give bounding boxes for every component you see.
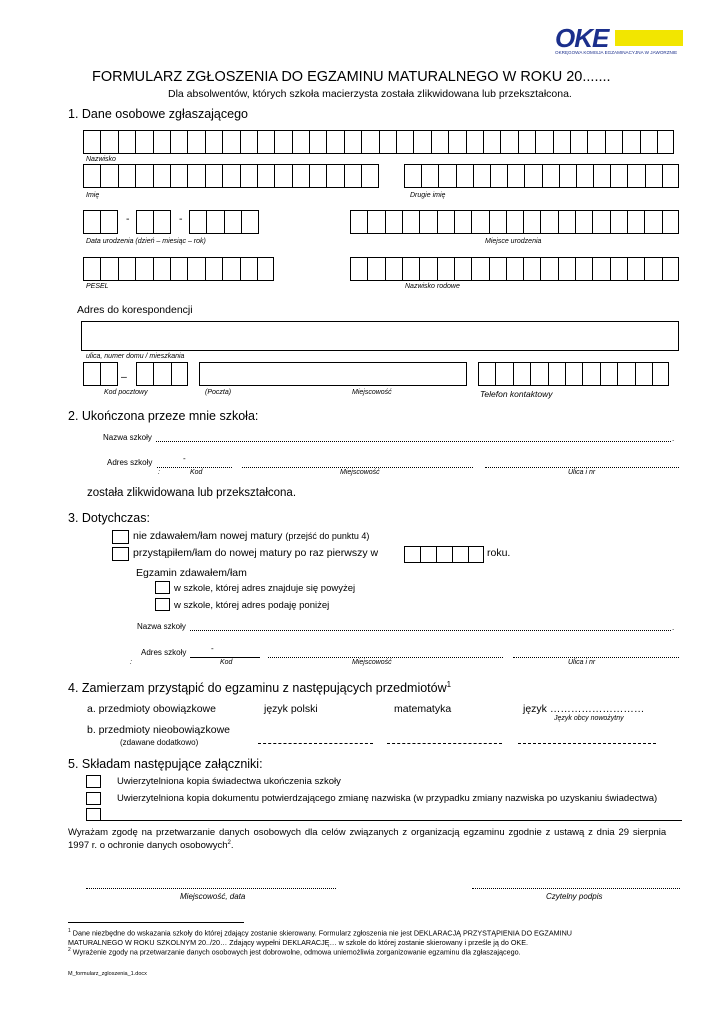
- birth-dash-1: -: [126, 213, 130, 225]
- section3-heading: 3. Dotychczas:: [68, 511, 150, 525]
- label-nazwisko: Nazwisko: [86, 156, 116, 163]
- label-miejscowosc-2: Miejscowość: [340, 469, 380, 476]
- ulica-line-2[interactable]: [485, 467, 679, 468]
- miejscowosc-field[interactable]: [199, 362, 467, 386]
- label-nie-zdawalem: [133, 530, 369, 542]
- section2-note: została zlikwidowana lub przekształcona.: [87, 487, 297, 499]
- ulica-line-3[interactable]: [513, 657, 679, 658]
- checkbox-przystapilem[interactable]: [112, 547, 129, 561]
- label-drugie-imie: Drugie imię: [410, 192, 446, 199]
- telefon-boxes[interactable]: [478, 362, 679, 386]
- checkbox-att1[interactable]: [86, 775, 101, 788]
- label-adres-szkoly-2: Adres szkoły: [107, 458, 153, 467]
- label-dodatkowe: (zdawane dodatkowo): [120, 738, 199, 747]
- logo-yellow-bar: [615, 30, 683, 46]
- adres-dash-3: -: [211, 644, 214, 653]
- label-nieobowiazkowe: b. przedmioty nieobowiązkowe: [87, 724, 230, 736]
- nazwisko-rodowe-boxes[interactable]: [350, 257, 679, 281]
- colon-2: :: [158, 469, 160, 476]
- label-signature: Czytelny podpis: [546, 892, 603, 901]
- label-poczta: (Poczta): [205, 389, 232, 396]
- imie-boxes[interactable]: [83, 164, 379, 188]
- label-nazwa-szkoly-3: Nazwa szkoły: [137, 622, 186, 631]
- label-szkola-powyzej: w szkole, której adres znajduje się powyżej: [174, 583, 356, 594]
- checkbox-szkola-ponizej[interactable]: [155, 598, 170, 611]
- nazwa-szkoly-line-3[interactable]: [190, 630, 671, 631]
- footnote-2-text: Wyrażenie zgody na przetwarzanie danych osobowych jest dobrowolne, odmowa uniemożliwia zorganizowanie egzaminu dla zgłaszającego.: [72, 947, 521, 957]
- section4-heading-text: 4. Zamierzam przystąpić do egzaminu z następujących przedmiotów: [68, 681, 447, 696]
- form-title: FORMULARZ ZGŁOSZENIA DO EGZAMINU MATURALNEGO W ROKU 20.......: [92, 69, 611, 85]
- nazwisko-boxes[interactable]: [83, 130, 679, 154]
- footnote-1-line1: Dane niezbędne do wskazania szkoły do której zdający zostanie skierowany. Formularz zgłoszenia nie jest DEKLARACJĄ PRZYSTĄPIENIA DO EGZAMINU: [72, 928, 572, 938]
- label-ulica: ulica, numer domu / mieszkania: [86, 353, 185, 360]
- section1-heading: 1. Dane osobowe zgłaszającego: [68, 107, 248, 121]
- signature-line[interactable]: [472, 888, 680, 889]
- postal-dash: –: [121, 371, 127, 383]
- footnote-1-mark: 1: [68, 928, 71, 934]
- label-obowiazkowe: a. przedmioty obowiązkowe: [87, 703, 216, 715]
- label-jezyk: język ………………………: [523, 703, 645, 715]
- label-szkola-ponizej: w szkole, której adres podaję poniżej: [174, 600, 330, 611]
- postal-code-boxes-1[interactable]: [83, 362, 119, 386]
- checkbox-att2[interactable]: [86, 792, 101, 805]
- label-przystapilem: przystąpiłem/łam do nowej matury po raz pierwszy w: [133, 547, 379, 559]
- label-polski: język polski: [264, 703, 318, 715]
- year-boxes[interactable]: [404, 546, 484, 563]
- pesel-boxes[interactable]: [83, 257, 275, 281]
- label-ulica-2: Ulica i nr: [568, 469, 596, 476]
- birth-day-boxes[interactable]: [83, 210, 119, 234]
- dodatkowy-line-1[interactable]: [258, 743, 373, 744]
- birth-dash-2: -: [179, 213, 183, 225]
- label-matematyka: matematyka: [394, 703, 452, 715]
- section4-heading: [68, 680, 451, 695]
- consent-line2-text: 1997 r. o ochronie danych osobowych: [68, 840, 228, 852]
- opt1-note: (przejść do punktu 4): [285, 531, 370, 541]
- kod-line-3[interactable]: [190, 657, 260, 658]
- label-kod-3: Kod: [220, 659, 233, 666]
- footnote-2: [68, 947, 521, 956]
- footnote-1-line2: MATURALNEGO W ROKU SZKOLNYM 20../20… Zdający wypełni DEKLARACJĘ… w szkole do której zostanie skierowany i prześle ją do OKE.: [68, 938, 529, 948]
- label-nazwisko-rodowe: Nazwisko rodowe: [405, 283, 460, 290]
- nazwa-szkoly-line-2[interactable]: [156, 441, 671, 442]
- label-place-date: Miejscowość, data: [180, 892, 246, 901]
- label-nazwa-szkoly-2: Nazwa szkoły: [103, 433, 152, 442]
- dodatkowy-line-2[interactable]: [387, 743, 502, 744]
- label-telefon: Telefon kontaktowy: [480, 389, 553, 399]
- label-jezyk-obcy: Język obcy nowożytny: [554, 715, 624, 722]
- opt1-text: nie zdawałem/łam nowej matury: [133, 530, 283, 542]
- drugie-imie-boxes[interactable]: [404, 164, 679, 188]
- label-roku: roku.: [487, 547, 511, 559]
- logo-text: OKE: [555, 23, 609, 53]
- label-miejscowosc-3: Miejscowość: [352, 659, 392, 666]
- label-att1: Uwierzytelniona kopia świadectwa ukończenia szkoły: [117, 776, 341, 787]
- adres-heading: Adres do korespondencji: [77, 304, 193, 316]
- form-subtitle: Dla absolwentów, których szkoła macierzysta została zlikwidowana lub przekształcona.: [168, 88, 572, 100]
- colon-3: :: [130, 659, 132, 666]
- consent-line1: Wyrażam zgodę na przetwarzanie danych osobowych dla celów związanych z organizacją egzaminu zgodnie z ustawą z dnia 29 sierpnia: [68, 827, 667, 838]
- dodatkowy-line-3[interactable]: [518, 743, 656, 744]
- label-kod-pocztowy: Kod pocztowy: [104, 389, 148, 396]
- ulica-field[interactable]: [81, 321, 679, 351]
- label-miejscowosc: Miejscowość: [352, 389, 392, 396]
- label-imie: Imię: [86, 192, 100, 199]
- checkbox-att3[interactable]: [86, 808, 101, 821]
- file-name: M_formularz_zgloszenia_1.docx: [68, 971, 147, 977]
- checkbox-nie-zdawalem[interactable]: [112, 530, 129, 544]
- checkbox-szkola-powyzej[interactable]: [155, 581, 170, 594]
- footnote-1: [68, 926, 572, 948]
- footnote-2-mark: 2: [68, 947, 71, 953]
- section5-heading: 5. Składam następujące załączniki:: [68, 757, 263, 771]
- footnote-ref-2: 2: [227, 840, 231, 846]
- label-data-urodzenia: Data urodzenia (dzień – miesiąc – rok): [86, 238, 206, 245]
- miejscowosc-line-2[interactable]: [242, 467, 473, 468]
- birth-year-boxes[interactable]: [189, 210, 261, 234]
- label-kod-2: Kod: [190, 469, 203, 476]
- miejsce-urodzenia-boxes[interactable]: [350, 210, 679, 234]
- nazwa-szkoly-dot-2: .: [672, 434, 675, 443]
- place-date-line[interactable]: [86, 888, 336, 889]
- att3-line[interactable]: [101, 820, 682, 821]
- kod-line-2[interactable]: [157, 467, 232, 468]
- footnote-ref-1: 1: [446, 680, 452, 689]
- label-miejsce-urodzenia: Miejsce urodzenia: [485, 238, 542, 245]
- label-adres-szkoly-3: Adres szkoły: [141, 648, 187, 657]
- birth-month-boxes[interactable]: [136, 210, 172, 234]
- section2-heading: 2. Ukończona przeze mnie szkoła:: [68, 409, 259, 423]
- consent-end: .: [230, 840, 234, 852]
- postal-code-boxes-2[interactable]: [136, 362, 190, 386]
- logo-subtitle: OKRĘGOWA KOMISJA EGZAMINACYJNA W JAWORZNIE: [555, 50, 678, 55]
- exam-heading: Egzamin zdawałem/łam: [136, 567, 247, 579]
- nazwa-szkoly-dot-3: .: [672, 623, 675, 632]
- adres-dash-2: -: [183, 454, 186, 463]
- label-ulica-3: Ulica i nr: [568, 659, 596, 666]
- label-pesel: PESEL: [86, 283, 109, 290]
- label-att2: Uwierzytelniona kopia dokumentu potwierdzającego zmianę nazwiska (w przypadku zmiany nazwiska po uzyskaniu świadectwa): [117, 793, 658, 804]
- miejscowosc-line-3[interactable]: [268, 657, 503, 658]
- consent-line2: [68, 840, 233, 851]
- footnote-separator: [68, 922, 244, 923]
